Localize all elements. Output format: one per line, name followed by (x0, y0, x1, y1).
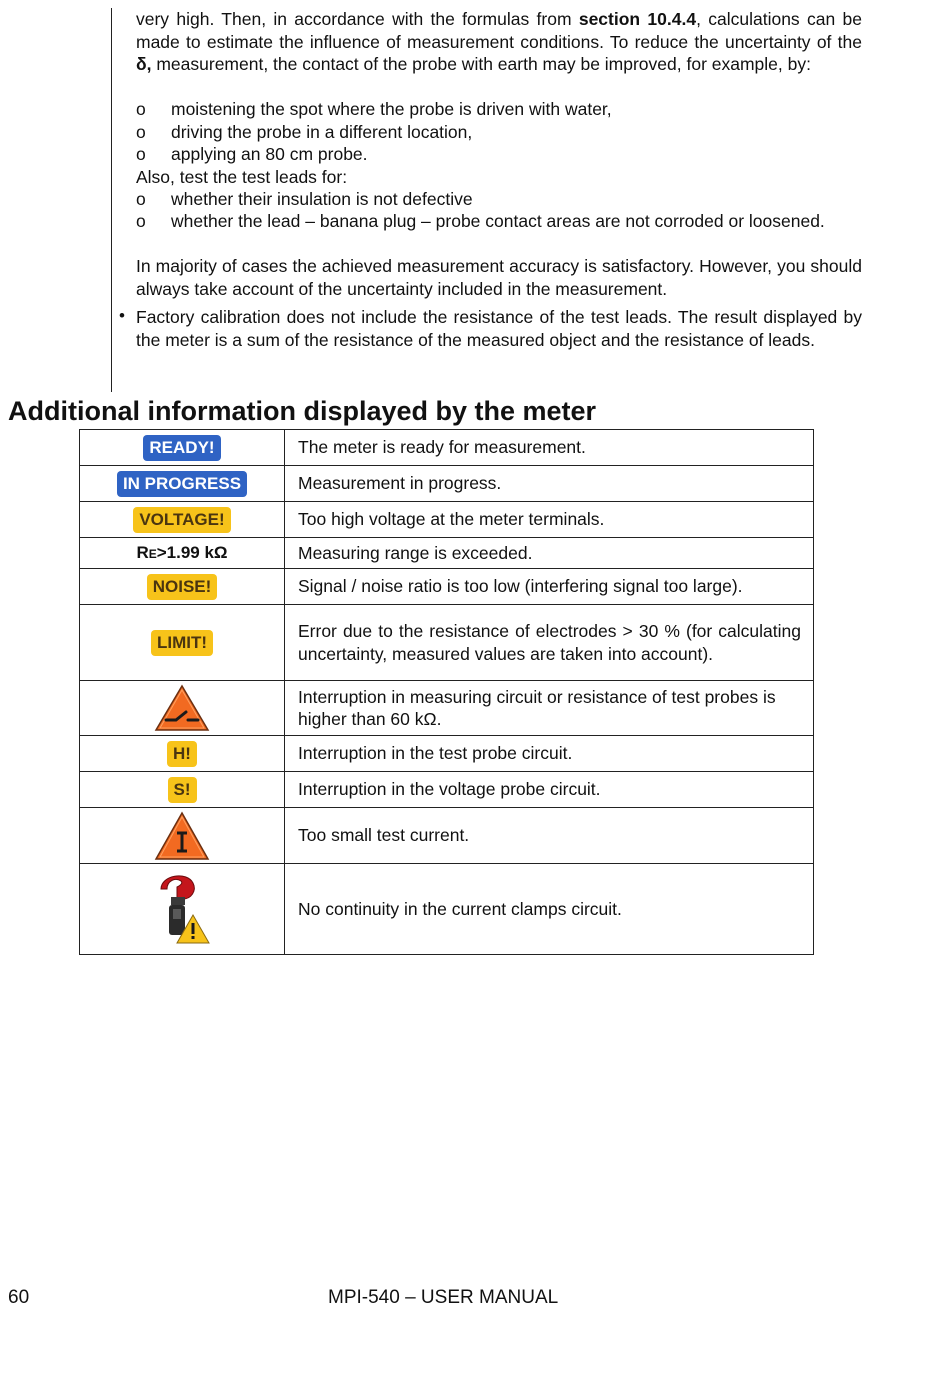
table-row (80, 681, 814, 736)
row-description: Too high voltage at the meter terminals. (285, 502, 814, 538)
info-table (79, 429, 814, 955)
row-description: Too small test current. (285, 808, 814, 864)
delta-symbol: δ, (136, 54, 152, 74)
table-row (80, 772, 814, 808)
section-reference: section 10.4.4 (578, 9, 697, 29)
s-probe-badge: S! (168, 777, 197, 803)
ready-badge: READY! (143, 435, 220, 461)
low-current-warning-icon (154, 811, 210, 861)
table-row (80, 864, 814, 955)
open-circuit-warning-icon (154, 684, 210, 732)
row-description: Signal / noise ratio is too low (interfering signal too large). (285, 569, 814, 605)
row-description: Measuring range is exceeded. (285, 538, 814, 569)
row-description: Interruption in the voltage probe circuit. (285, 772, 814, 808)
intro-paragraph (136, 8, 862, 76)
table-row (80, 466, 814, 502)
majority-paragraph: In majority of cases the achieved measurement accuracy is satisfactory. However, you should always take account of the uncertainty included in the measurement. (136, 256, 862, 299)
table-row (80, 430, 814, 466)
intro-text-1: very high. Then, in accordance with the formulas from (136, 9, 579, 29)
voltage-badge: VOLTAGE! (133, 507, 230, 533)
noise-badge: NOISE! (147, 574, 218, 600)
bullet-dot: • (119, 306, 125, 325)
intro-text-2: , calculations can be made to estimate the influence of measurement conditions. To reduce the uncertainty of the (136, 9, 862, 52)
range-exceeded-indicator: RE>1.99 kΩ (136, 542, 228, 562)
h-probe-badge: H! (167, 741, 197, 767)
row-description: Interruption in measuring circuit or resistance of test probes is higher than 60 kΩ. (285, 681, 814, 736)
limit-badge: LIMIT! (151, 630, 213, 656)
factory-paragraph: Factory calibration does not include the resistance of the test leads. The result displayed by the meter is a sum of the resistance of the measured object and the resistance of leads. (136, 307, 862, 350)
section-title: Additional information displayed by the meter (8, 396, 597, 426)
intro-text-3: measurement, the contact of the probe with earth may be improved, for example, by: (151, 54, 811, 74)
in-progress-badge: IN PROGRESS (117, 471, 247, 497)
also-text: Also, test the test leads for: (136, 167, 348, 187)
table-row (80, 736, 814, 772)
clamp-warning-icon (147, 869, 217, 949)
margin-note-bar (111, 8, 112, 392)
page-number: 60 (8, 1287, 30, 1308)
table-row (80, 569, 814, 605)
footer-title: MPI-540 – USER MANUAL (328, 1287, 559, 1308)
table-row (80, 502, 814, 538)
table-row (80, 808, 814, 864)
row-description: The meter is ready for measurement. (285, 430, 814, 466)
row-description: Interruption in the test probe circuit. (285, 736, 814, 772)
row-description: Measurement in progress. (285, 466, 814, 502)
row-description: Error due to the resistance of electrodes > 30 % (for calculating uncertainty, measured values are taken into account). (285, 605, 814, 681)
table-row (80, 605, 814, 681)
table-row (80, 538, 814, 569)
row-description: No continuity in the current clamps circuit. (285, 864, 814, 955)
